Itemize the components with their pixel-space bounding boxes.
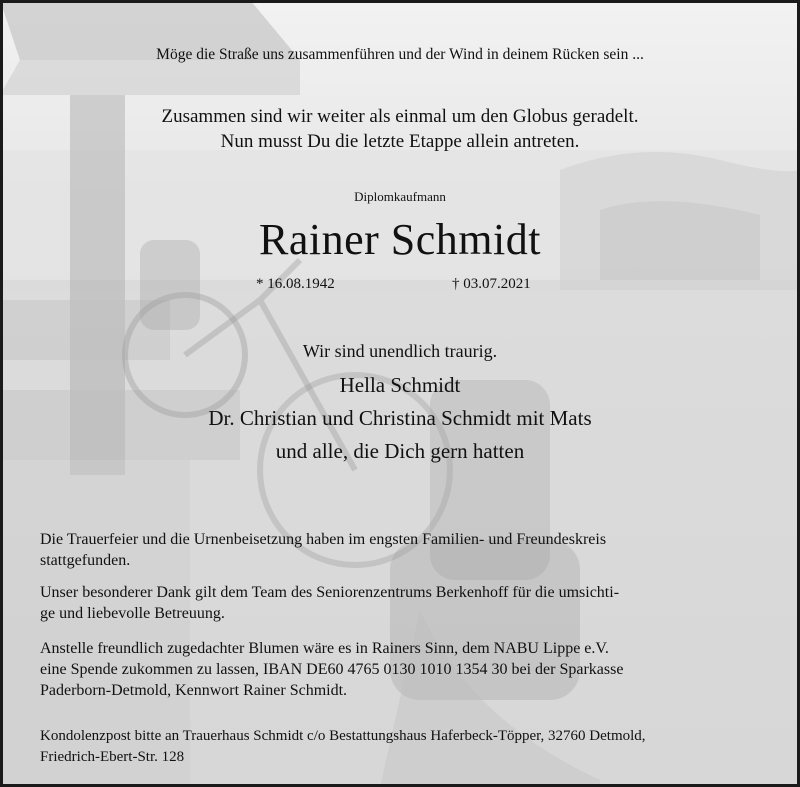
- death-date: † 03.07.2021: [452, 276, 531, 292]
- deceased-name: Rainer Schmidt: [259, 215, 541, 264]
- thanks-line-1: Unser besonderer Dank gilt dem Team des Seniorenzentrums Berkenhoff für die umsichti-: [40, 584, 620, 601]
- verse: [0, 104, 800, 154]
- verse-line-1: Zusammen sind wir weiter als einmal um den Globus geradelt.: [161, 106, 639, 127]
- funeral-line-2: stattgefunden.: [40, 552, 131, 569]
- donation-line-3: Paderborn-Detmold, Kennwort Rainer Schmidt.: [40, 682, 348, 699]
- funeral-paragraph: [40, 529, 766, 571]
- verse-line-2: Nun musst Du die letzte Etappe allein antreten.: [220, 131, 580, 152]
- birth-date: * 16.08.1942: [256, 276, 335, 292]
- mourner-2: Dr. Christian und Christina Schmidt mit Mats: [208, 406, 592, 430]
- donation-line-1: Anstelle freundlich zugedachter Blumen wäre es in Rainers Sinn, dem NABU Lippe e.V.: [40, 640, 609, 657]
- thanks-paragraph: [40, 582, 766, 624]
- donation-line-2: eine Spende zukommen zu lassen, IBAN DE60 4765 0130 1010 1354 30 bei der Sparkasse: [40, 661, 624, 678]
- condolence-paragraph: [40, 726, 766, 768]
- donation-paragraph: [40, 638, 766, 701]
- funeral-line-1: Die Trauerfeier und die Urnenbeisetzung haben im engsten Familien- und Freundeskreis: [40, 531, 607, 548]
- deceased-title: Diplomkaufmann: [354, 189, 446, 204]
- condolence-line-2: Friedrich-Ebert-Str. 128: [40, 749, 185, 765]
- motto-line: Möge die Straße uns zusammenführen und der Wind in deinem Rücken sein ...: [156, 46, 644, 63]
- mourners-list: [0, 369, 800, 468]
- thanks-line-2: ge und liebevolle Betreuung.: [40, 605, 225, 622]
- mourning-line: Wir sind unendlich traurig.: [302, 341, 498, 361]
- mourner-3: und alle, die Dich gern hatten: [275, 439, 525, 463]
- mourner-1: Hella Schmidt: [339, 373, 461, 397]
- condolence-line-1: Kondolenzpost bitte an Trauerhaus Schmidt c/o Bestattungshaus Haferbeck-Töpper, 32760 Detmold,: [40, 728, 646, 744]
